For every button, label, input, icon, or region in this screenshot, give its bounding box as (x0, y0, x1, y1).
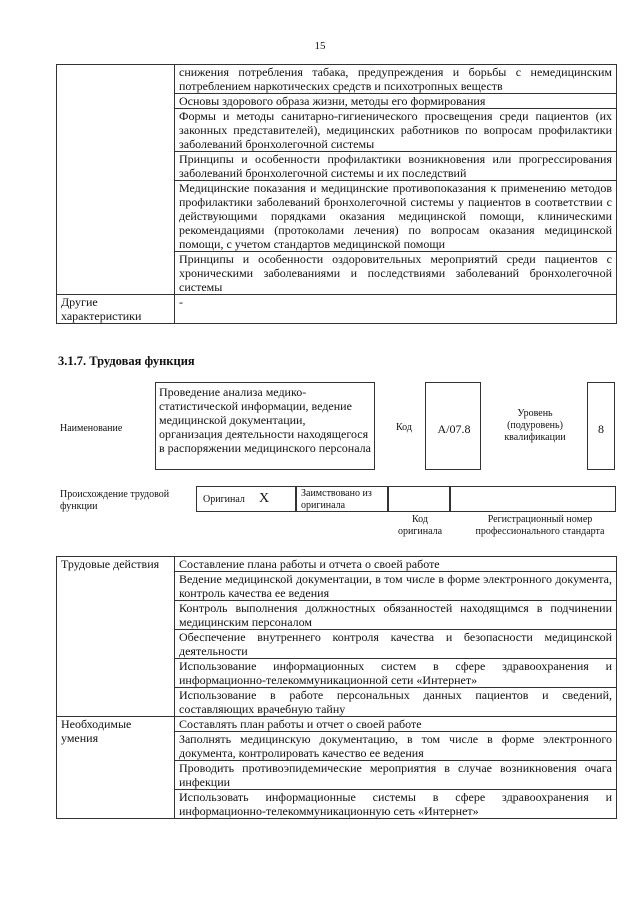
knowledge-item: Основы здорового образа жизни, методы его формирования (175, 94, 617, 109)
table-row (57, 295, 617, 324)
origin-label: Происхождение трудовой функции (60, 489, 170, 512)
table-row (57, 65, 617, 94)
skill-item: Составлять план работы и отчет о своей работе (175, 717, 617, 732)
labor-actions-table (56, 556, 617, 819)
level-value: 8 (598, 422, 604, 436)
other-characteristics-value: - (175, 295, 617, 324)
original-mark: X (259, 491, 270, 506)
origin-code-caption: Код оригинала (397, 514, 443, 537)
knowledge-item: снижения потребления табака, предупреждения и борьбы с немедицинским потреблением наркотических средств и психотропных веществ (175, 65, 617, 94)
table-row (57, 717, 617, 732)
table-row (57, 557, 617, 572)
code-label: Код (396, 422, 412, 433)
knowledge-item: Медицинские показания и медицинские противопоказания к применению методов профилактики заболеваний бронхолегочной системы у пациентов в соответствии с действующими порядками оказания медицинской помощи, клиническими рекомендациями (протоколами лечения) по вопросам оказания медицинской помощи, с учетом стандартов медицинской помощи (175, 181, 617, 252)
code-value: А/07.8 (437, 422, 471, 436)
knowledge-item: Принципы и особенности оздоровительных мероприятий среди пациентов с хроническими заболеваниями и последствиями заболеваний бронхолегочной системы (175, 252, 617, 295)
action-item: Использование информационных систем в сфере здравоохранения и информационно-телекоммуникационной сети «Интернет» (175, 659, 617, 688)
action-item: Ведение медицинской документации, в том числе в форме электронного документа, контроль качества ее ведения (175, 572, 617, 601)
skill-item: Заполнять медицинскую документацию, в том числе в форме электронного документа, контролировать качество ее ведения (175, 732, 617, 761)
original-label: Оригинал (203, 494, 245, 505)
other-characteristics-label: Другие характеристики (57, 295, 175, 324)
reg-number-cell (450, 486, 616, 512)
group-label: Трудовые действия (57, 557, 175, 717)
code-box (425, 382, 481, 470)
action-item: Составление плана работы и отчета о своей работе (175, 557, 617, 572)
skill-item: Проводить противоэпидемические мероприятия в случае возникновения очага инфекции (175, 761, 617, 790)
knowledge-item: Принципы и особенности профилактики возникновения или прогрессирования заболеваний бронхолегочной системы и их последствий (175, 152, 617, 181)
skill-item: Использовать информационные системы в сфере здравоохранения и информационно-телекоммуникационную сеть «Интернет» (175, 790, 617, 819)
action-item: Использование в работе персональных данных пациентов и сведений, составляющих врачебную тайну (175, 688, 617, 717)
origin-code-cell (388, 486, 450, 512)
page-number: 15 (314, 40, 326, 52)
function-name-box: Проведение анализа медико-статистической информации, ведение медицинской документации, организация деятельности находящегося в распоряжении медицинского персонала (155, 382, 375, 470)
name-label: Наименование (60, 423, 123, 434)
group-label: Необходимые умения (57, 717, 175, 819)
original-cell (196, 486, 296, 512)
row-label (57, 65, 175, 295)
reg-number-caption: Регистрационный номер профессионального стандарта (475, 514, 605, 537)
action-item: Обеспечение внутреннего контроля качества и безопасности медицинской деятельности (175, 630, 617, 659)
section-title: 3.1.7. Трудовая функция (58, 354, 195, 368)
action-item: Контроль выполнения должностных обязанностей находящимся в подчинении медицинским персоналом (175, 601, 617, 630)
borrowed-cell: Заимствовано из оригинала (296, 486, 388, 512)
level-box (587, 382, 615, 470)
knowledge-item: Формы и методы санитарно-гигиенического просвещения среди пациентов (их законных представителей), медицинских работников по вопросам профилактики заболеваний бронхолегочной системы (175, 109, 617, 152)
level-label: Уровень (подуровень) квалификации (504, 408, 566, 443)
knowledge-table (56, 64, 617, 324)
